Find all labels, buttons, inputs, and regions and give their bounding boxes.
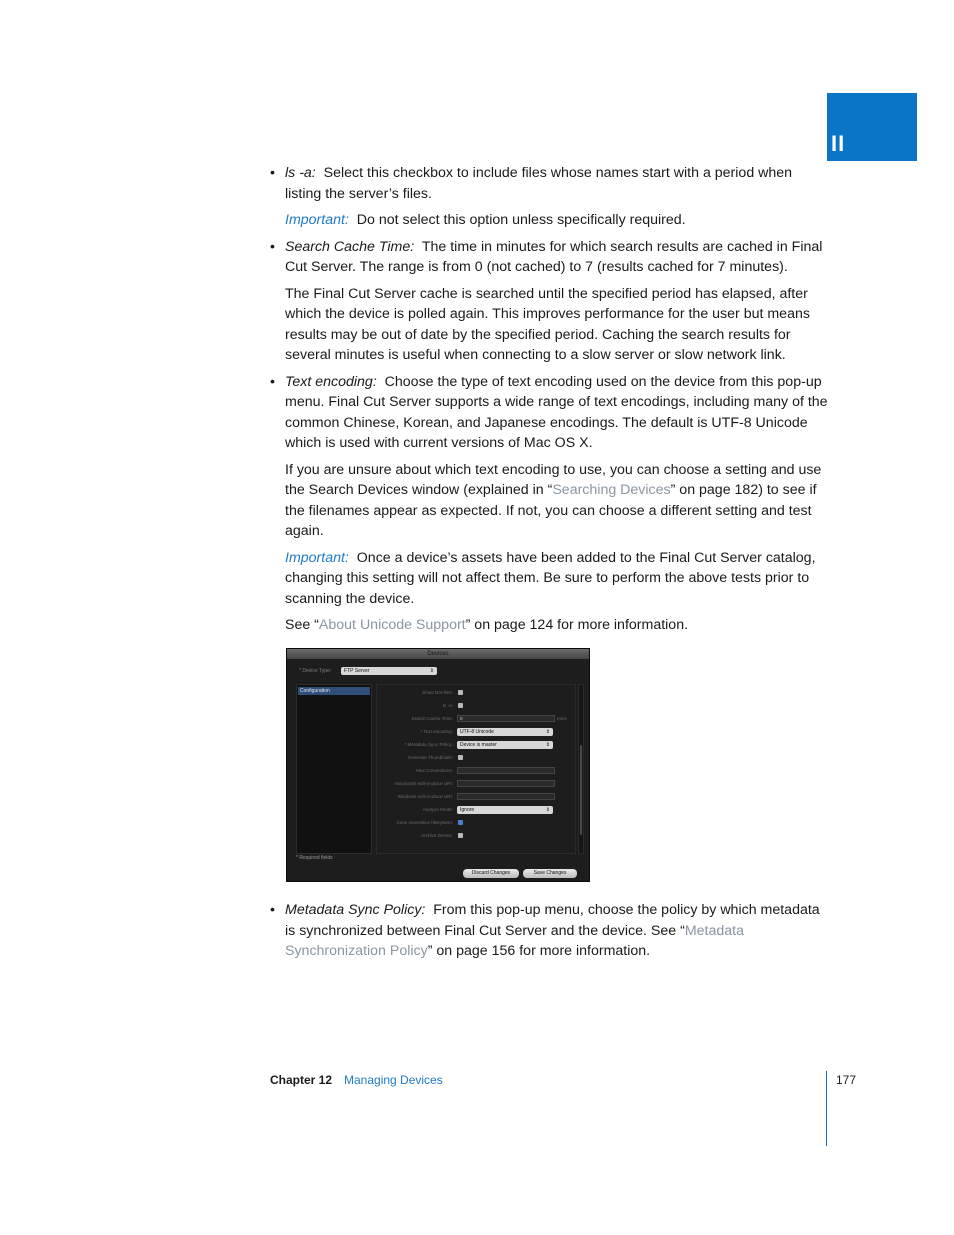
scrollbar-thumb[interactable] [580, 745, 582, 835]
setting-popup-value: UTF-8 Unicode [460, 728, 494, 735]
bullet-text: The time in minutes for which search results are cached in Final Cut Server. The range is from 0 (not cached) to 7 (results cached for 7 minutes). [285, 238, 823, 275]
setting-popup-value: Ignore [460, 806, 475, 813]
device-type-popup[interactable] [341, 667, 437, 675]
setting-checkbox[interactable] [458, 820, 463, 825]
important-note [285, 548, 830, 610]
setting-label: Case insensitive filesystem: [396, 820, 453, 825]
bullet-metadata-sync [270, 900, 830, 962]
setting-label: * Text encoding: [420, 729, 453, 734]
part-tab [827, 93, 917, 161]
para-text: ” on page 182) to see if the filenames appear as expected. If not, you can choose a different setting and test again. [285, 482, 817, 539]
important-text: Once a device’s assets have been added to the Final Cut Server catalog, changing this setting will not affect them. Be sure to perform the above tests prior to scanning the device. [285, 549, 816, 607]
important-note [285, 210, 830, 231]
scrollbar[interactable] [578, 684, 584, 854]
setting-label: Show Dot-files: [422, 690, 453, 695]
footer-chapter: Chapter 12 [270, 1073, 333, 1087]
setting-popup-value: Device is master [460, 741, 497, 748]
required-note: * Required fields [296, 855, 333, 861]
setting-label: Max Connections: [416, 768, 453, 773]
term-ls-a: ls -a: [285, 165, 316, 181]
setting-label: * Metadata Sync Policy: [404, 742, 453, 747]
see-also [285, 615, 830, 636]
setting-field[interactable] [457, 780, 555, 787]
setting-label: Macintosh edit-in-place URI: [395, 781, 453, 786]
bullet-dot: • [270, 902, 275, 918]
important-label: Important: [285, 212, 349, 228]
setting-label: Generate Thumbnails: [407, 755, 453, 760]
important-label: Important: [285, 549, 349, 566]
discard-changes-button[interactable]: Discard Changes [463, 869, 519, 878]
link-searching-devices[interactable]: Searching Devices [552, 482, 671, 498]
setting-label: Analyze Mode: [422, 807, 453, 812]
setting-checkbox[interactable] [458, 703, 463, 708]
setting-popup[interactable] [457, 806, 553, 814]
setting-popup[interactable] [457, 741, 553, 749]
paragraph: The Final Cut Server cache is searched until the specified period has elapsed, after which the device is polled again. This improves performance for the user but means results may be out of date by the specified period. Caching the search results for several minutes is useful when connecting to a slow server or slow network link. [285, 285, 810, 363]
device-type-label: * Device Type: [299, 668, 332, 674]
footer-section-link[interactable]: Managing Devices [344, 1073, 443, 1087]
setting-field[interactable] [457, 793, 555, 800]
para-text: See “ [285, 617, 319, 633]
bullet-ls-a [270, 163, 830, 204]
para-text: If you are unsure about which text encoding to use, you can choose a setting and use the Search Devices window (explained in “ [285, 461, 822, 498]
bullet-text-encoding [270, 372, 830, 454]
important-text: Do not select this option unless specifically required. [356, 212, 686, 228]
link-metadata-sync-policy[interactable]: Metadata Synchronization Policy [285, 922, 744, 959]
setting-checkbox[interactable] [458, 690, 463, 695]
page-number: 177 [836, 1073, 857, 1087]
save-changes-button[interactable]: Save Changes [523, 869, 577, 878]
part-tab-label: II [831, 131, 846, 156]
bullet-text: Select this checkbox to include files whose names start with a period when listing the server’s files. [285, 165, 793, 202]
term-metadata-sync: Metadata Sync Policy: [285, 902, 426, 918]
setting-label: Search Cache Time: [411, 716, 453, 721]
bullet-text: ” on page 156 for more information. [427, 943, 651, 959]
popup-arrows-icon: ⇕ [545, 728, 550, 735]
footer-divider [826, 1071, 827, 1146]
link-about-unicode[interactable]: About Unicode Support [318, 617, 466, 633]
devices-window-screenshot [286, 648, 590, 882]
popup-arrows-icon: ⇕ [545, 741, 550, 748]
popup-arrows-icon: ⇕ [429, 668, 434, 674]
setting-popup[interactable] [457, 728, 553, 736]
window-title: Devices [287, 649, 589, 659]
bullet-dot: • [270, 238, 275, 255]
popup-arrows-icon: ⇕ [545, 806, 550, 813]
setting-field[interactable]: 0 [457, 715, 555, 722]
sidebar-item-configuration[interactable]: Configuration [298, 687, 370, 695]
para-text: ” on page 124 for more information. [465, 617, 689, 633]
term-text-encoding: Text encoding: [285, 373, 377, 390]
bullet-text: From this pop-up menu, choose the policy by which metadata is synchronized between Final Cut Server and the device. See “ [285, 902, 820, 939]
bullet-dot: • [270, 373, 275, 390]
page-content-lower [270, 900, 830, 968]
setting-suffix: mins [557, 716, 567, 721]
bullet-search-cache [270, 237, 830, 278]
setting-checkbox[interactable] [458, 755, 463, 760]
setting-checkbox[interactable] [458, 833, 463, 838]
setting-label: ls -a: [443, 703, 453, 708]
setting-field[interactable] [457, 767, 555, 774]
sidebar [296, 684, 372, 854]
bullet-text: Choose the type of text encoding used on the device from this pop-up menu. Final Cut Server supports a wide range of text encodings, including many of the common Chinese, Korean, and Japanese encodings. The default is UTF-8 Unicode which is used with current versions of Mac OS X. [285, 373, 828, 451]
setting-label: Windows edit-in-place URI: [397, 794, 453, 799]
bullet-dot: • [270, 165, 275, 181]
term-search-cache: Search Cache Time: [285, 238, 415, 255]
paragraph [285, 460, 830, 542]
device-type-value: FTP Server [344, 668, 370, 674]
setting-label: Archive Device: [421, 833, 453, 838]
page-content [270, 163, 830, 642]
